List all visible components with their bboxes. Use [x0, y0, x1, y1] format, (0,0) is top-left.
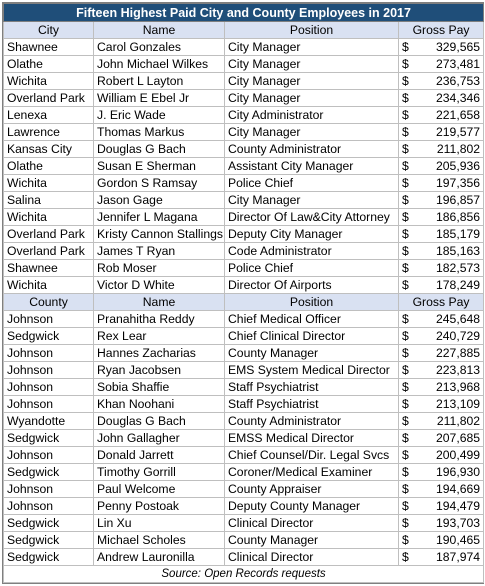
cell-location: Lenexa	[4, 107, 94, 124]
cell-name: Thomas Markus	[94, 124, 225, 141]
pay-amount: 200,499	[435, 448, 481, 462]
pay-amount: 178,249	[435, 278, 481, 292]
cell-position: City Manager	[225, 73, 399, 90]
cell-position: Coroner/Medical Examiner	[225, 464, 399, 481]
table-row	[4, 413, 484, 430]
pay-amount: 234,346	[435, 91, 481, 105]
city-header-row	[4, 22, 484, 39]
currency-symbol: $	[402, 193, 409, 207]
cell-name: Paul Welcome	[94, 481, 225, 498]
county-header-row	[4, 294, 484, 311]
currency-symbol: $	[402, 448, 409, 462]
cell-gross-pay	[399, 209, 484, 226]
cell-location: Overland Park	[4, 243, 94, 260]
currency-symbol: $	[402, 346, 409, 360]
cell-location: Wichita	[4, 209, 94, 226]
currency-symbol: $	[402, 414, 409, 428]
cell-name: Robert L Layton	[94, 73, 225, 90]
cell-name: Sobia Shaffie	[94, 379, 225, 396]
cell-position: County Administrator	[225, 141, 399, 158]
cell-name: Khan Noohani	[94, 396, 225, 413]
currency-symbol: $	[402, 227, 409, 241]
cell-gross-pay	[399, 56, 484, 73]
cell-gross-pay	[399, 39, 484, 56]
cell-gross-pay	[399, 243, 484, 260]
pay-amount: 194,479	[435, 499, 481, 513]
cell-name: John Michael Wilkes	[94, 56, 225, 73]
cell-location: Johnson	[4, 396, 94, 413]
pay-amount: 207,685	[435, 431, 481, 445]
cell-gross-pay	[399, 345, 484, 362]
table-row	[4, 107, 484, 124]
cell-location: Johnson	[4, 481, 94, 498]
cell-name: Jason Gage	[94, 192, 225, 209]
table-row	[4, 345, 484, 362]
cell-gross-pay	[399, 362, 484, 379]
table-row	[4, 532, 484, 549]
cell-position: Staff Psychiatrist	[225, 379, 399, 396]
cell-location: Sedgwick	[4, 549, 94, 566]
currency-symbol: $	[402, 261, 409, 275]
pay-amount: 196,857	[435, 193, 481, 207]
cell-name: John Gallagher	[94, 430, 225, 447]
cell-location: Wichita	[4, 73, 94, 90]
col-header-position: Position	[225, 22, 399, 39]
cell-gross-pay	[399, 175, 484, 192]
pay-amount: 236,753	[435, 74, 481, 88]
cell-position: Police Chief	[225, 175, 399, 192]
salary-table-container	[2, 2, 484, 584]
pay-amount: 245,648	[435, 312, 481, 326]
cell-name: James T Ryan	[94, 243, 225, 260]
cell-position: Police Chief	[225, 260, 399, 277]
table-row	[4, 447, 484, 464]
pay-amount: 185,179	[435, 227, 481, 241]
cell-position: City Administrator	[225, 107, 399, 124]
currency-symbol: $	[402, 380, 409, 394]
currency-symbol: $	[402, 74, 409, 88]
cell-name: Kristy Cannon Stallings	[94, 226, 225, 243]
cell-location: Wyandotte	[4, 413, 94, 430]
cell-name: Penny Postoak	[94, 498, 225, 515]
cell-gross-pay	[399, 226, 484, 243]
cell-name: Timothy Gorrill	[94, 464, 225, 481]
cell-position: City Manager	[225, 56, 399, 73]
pay-amount: 240,729	[435, 329, 481, 343]
table-row	[4, 260, 484, 277]
cell-location: Sedgwick	[4, 430, 94, 447]
cell-name: Carol Gonzales	[94, 39, 225, 56]
cell-position: Assistant City Manager	[225, 158, 399, 175]
col-header-gross-pay: Gross Pay	[399, 294, 484, 311]
cell-position: Staff Psychiatrist	[225, 396, 399, 413]
cell-name: Rex Lear	[94, 328, 225, 345]
table-row	[4, 56, 484, 73]
col-header-name: Name	[94, 22, 225, 39]
cell-location: Sedgwick	[4, 464, 94, 481]
cell-name: Ryan Jacobsen	[94, 362, 225, 379]
cell-gross-pay	[399, 481, 484, 498]
pay-amount: 213,109	[435, 397, 481, 411]
cell-position: Director Of Law&City Attorney	[225, 209, 399, 226]
table-row	[4, 90, 484, 107]
table-row	[4, 515, 484, 532]
cell-position: Clinical Director	[225, 549, 399, 566]
table-row	[4, 73, 484, 90]
currency-symbol: $	[402, 499, 409, 513]
cell-position: County Manager	[225, 532, 399, 549]
cell-gross-pay	[399, 498, 484, 515]
salary-table	[3, 3, 484, 583]
cell-location: Johnson	[4, 447, 94, 464]
table-row	[4, 141, 484, 158]
currency-symbol: $	[402, 516, 409, 530]
county-rows	[4, 311, 484, 566]
col-header-county: County	[4, 294, 94, 311]
pay-amount: 193,703	[435, 516, 481, 530]
table-row	[4, 209, 484, 226]
currency-symbol: $	[402, 244, 409, 258]
cell-name: Susan E Sherman	[94, 158, 225, 175]
cell-location: Johnson	[4, 379, 94, 396]
cell-position: Chief Clinical Director	[225, 328, 399, 345]
cell-location: Johnson	[4, 311, 94, 328]
table-row	[4, 124, 484, 141]
cell-gross-pay	[399, 260, 484, 277]
cell-position: City Manager	[225, 124, 399, 141]
table-row	[4, 277, 484, 294]
cell-location: Lawrence	[4, 124, 94, 141]
cell-gross-pay	[399, 141, 484, 158]
table-row	[4, 430, 484, 447]
cell-position: Director Of Airports	[225, 277, 399, 294]
pay-amount: 190,465	[435, 533, 481, 547]
currency-symbol: $	[402, 312, 409, 326]
pay-amount: 219,577	[435, 125, 481, 139]
pay-amount: 227,885	[435, 346, 481, 360]
cell-gross-pay	[399, 447, 484, 464]
table-row	[4, 328, 484, 345]
cell-position: County Administrator	[225, 413, 399, 430]
source-note: Source: Open Records requests	[4, 566, 484, 583]
cell-gross-pay	[399, 90, 484, 107]
cell-location: Sedgwick	[4, 328, 94, 345]
cell-position: City Manager	[225, 192, 399, 209]
cell-location: Overland Park	[4, 90, 94, 107]
cell-position: Chief Medical Officer	[225, 311, 399, 328]
table-row	[4, 362, 484, 379]
pay-amount: 205,936	[435, 159, 481, 173]
cell-gross-pay	[399, 192, 484, 209]
cell-location: Sedgwick	[4, 515, 94, 532]
cell-position: Deputy City Manager	[225, 226, 399, 243]
currency-symbol: $	[402, 176, 409, 190]
cell-name: Andrew Lauronilla	[94, 549, 225, 566]
cell-location: Wichita	[4, 175, 94, 192]
currency-symbol: $	[402, 533, 409, 547]
cell-gross-pay	[399, 464, 484, 481]
cell-position: Deputy County Manager	[225, 498, 399, 515]
col-header-city: City	[4, 22, 94, 39]
currency-symbol: $	[402, 431, 409, 445]
cell-gross-pay	[399, 73, 484, 90]
cell-position: City Manager	[225, 39, 399, 56]
cell-name: J. Eric Wade	[94, 107, 225, 124]
cell-gross-pay	[399, 430, 484, 447]
cell-gross-pay	[399, 515, 484, 532]
cell-gross-pay	[399, 277, 484, 294]
cell-name: Donald Jarrett	[94, 447, 225, 464]
currency-symbol: $	[402, 278, 409, 292]
col-header-gross-pay: Gross Pay	[399, 22, 484, 39]
cell-name: Jennifer L Magana	[94, 209, 225, 226]
pay-amount: 213,968	[435, 380, 481, 394]
table-row	[4, 175, 484, 192]
table-row	[4, 498, 484, 515]
city-rows	[4, 39, 484, 294]
pay-amount: 273,481	[435, 57, 481, 71]
table-row	[4, 549, 484, 566]
currency-symbol: $	[402, 125, 409, 139]
pay-amount: 223,813	[435, 363, 481, 377]
pay-amount: 211,802	[436, 142, 481, 156]
cell-position: County Manager	[225, 345, 399, 362]
cell-position: Code Administrator	[225, 243, 399, 260]
cell-gross-pay	[399, 158, 484, 175]
cell-gross-pay	[399, 532, 484, 549]
currency-symbol: $	[402, 465, 409, 479]
currency-symbol: $	[402, 482, 409, 496]
cell-location: Overland Park	[4, 226, 94, 243]
table-row	[4, 379, 484, 396]
pay-amount: 182,573	[435, 261, 481, 275]
currency-symbol: $	[402, 57, 409, 71]
currency-symbol: $	[402, 91, 409, 105]
cell-gross-pay	[399, 396, 484, 413]
pay-amount: 329,565	[435, 40, 481, 54]
cell-location: Johnson	[4, 345, 94, 362]
cell-location: Sedgwick	[4, 532, 94, 549]
currency-symbol: $	[402, 159, 409, 173]
cell-gross-pay	[399, 328, 484, 345]
cell-name: Gordon S Ramsay	[94, 175, 225, 192]
pay-amount: 194,669	[435, 482, 481, 496]
col-header-name: Name	[94, 294, 225, 311]
cell-position: EMSS Medical Director	[225, 430, 399, 447]
pay-amount: 187,974	[435, 550, 481, 564]
col-header-position: Position	[225, 294, 399, 311]
table-row	[4, 243, 484, 260]
cell-position: Chief Counsel/Dir. Legal Svcs	[225, 447, 399, 464]
cell-location: Kansas City	[4, 141, 94, 158]
table-row	[4, 192, 484, 209]
currency-symbol: $	[402, 142, 409, 156]
table-row	[4, 158, 484, 175]
currency-symbol: $	[402, 550, 409, 564]
cell-location: Olathe	[4, 158, 94, 175]
cell-location: Johnson	[4, 498, 94, 515]
cell-location: Salina	[4, 192, 94, 209]
cell-name: Douglas G Bach	[94, 141, 225, 158]
cell-name: Rob Moser	[94, 260, 225, 277]
cell-name: Victor D White	[94, 277, 225, 294]
cell-location: Shawnee	[4, 260, 94, 277]
table-row	[4, 396, 484, 413]
cell-name: Pranahitha Reddy	[94, 311, 225, 328]
cell-gross-pay	[399, 311, 484, 328]
table-row	[4, 39, 484, 56]
table-title: Fifteen Highest Paid City and County Employees in 2017	[4, 4, 484, 22]
cell-gross-pay	[399, 379, 484, 396]
cell-name: Michael Scholes	[94, 532, 225, 549]
cell-name: Douglas G Bach	[94, 413, 225, 430]
pay-amount: 211,802	[436, 414, 481, 428]
currency-symbol: $	[402, 210, 409, 224]
cell-name: William E Ebel Jr	[94, 90, 225, 107]
pay-amount: 186,856	[435, 210, 481, 224]
cell-gross-pay	[399, 413, 484, 430]
cell-gross-pay	[399, 107, 484, 124]
cell-position: Clinical Director	[225, 515, 399, 532]
cell-location: Wichita	[4, 277, 94, 294]
pay-amount: 196,930	[435, 465, 481, 479]
pay-amount: 221,658	[435, 108, 481, 122]
table-row	[4, 481, 484, 498]
currency-symbol: $	[402, 363, 409, 377]
cell-position: EMS System Medical Director	[225, 362, 399, 379]
table-row	[4, 311, 484, 328]
pay-amount: 185,163	[435, 244, 481, 258]
currency-symbol: $	[402, 40, 409, 54]
currency-symbol: $	[402, 108, 409, 122]
table-row	[4, 464, 484, 481]
cell-location: Johnson	[4, 362, 94, 379]
cell-name: Lin Xu	[94, 515, 225, 532]
cell-position: City Manager	[225, 90, 399, 107]
cell-location: Olathe	[4, 56, 94, 73]
cell-location: Shawnee	[4, 39, 94, 56]
cell-gross-pay	[399, 124, 484, 141]
cell-gross-pay	[399, 549, 484, 566]
pay-amount: 197,356	[435, 176, 481, 190]
currency-symbol: $	[402, 397, 409, 411]
cell-name: Hannes Zacharias	[94, 345, 225, 362]
table-row	[4, 226, 484, 243]
cell-position: County Appraiser	[225, 481, 399, 498]
currency-symbol: $	[402, 329, 409, 343]
